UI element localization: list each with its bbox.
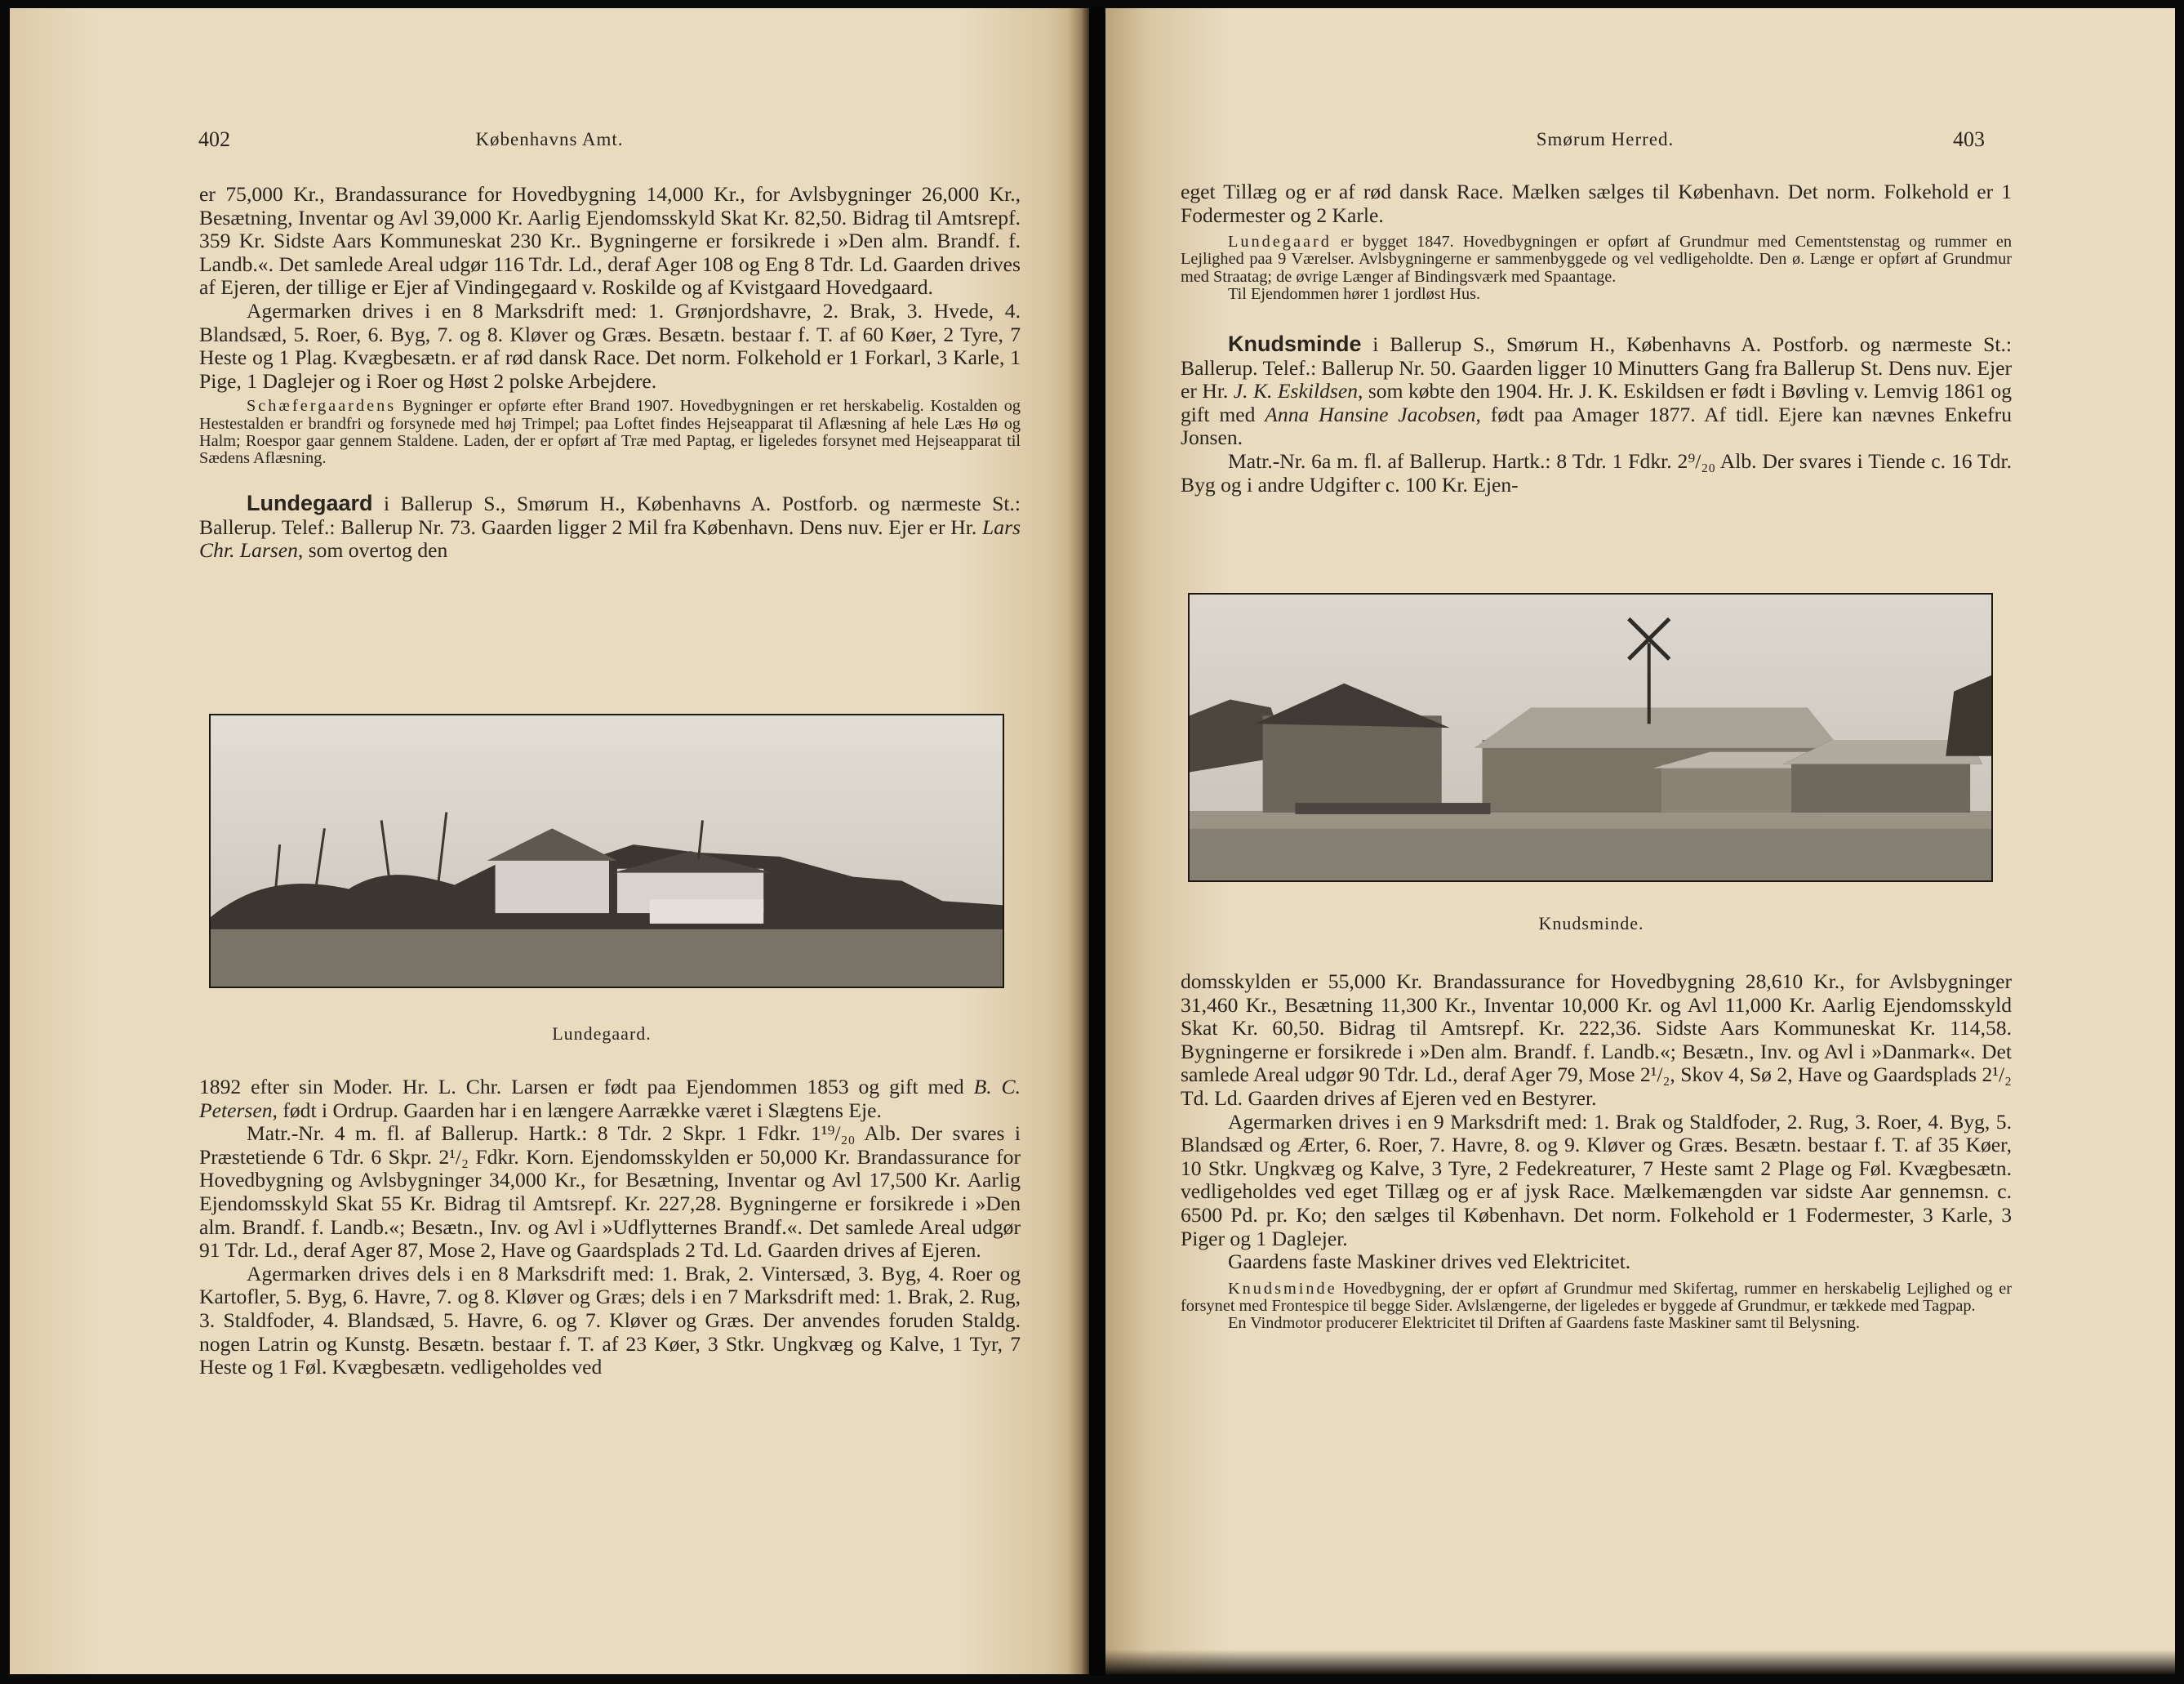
right-page <box>1105 8 2175 1674</box>
paragraph-maskiner: Gaardens faste Maskiner drives ved Elektricitet. <box>1228 1250 1631 1274</box>
paragraph-owner-history <box>199 1076 1021 1122</box>
small-note-extra: Til Ejendommen hører 1 jordløst Hus. <box>1228 284 1481 303</box>
small-note <box>1181 234 2012 286</box>
photo-lundegaard <box>209 714 1004 988</box>
right-text-top <box>1181 180 2012 497</box>
paragraph-agermarken-knud: Agermarken drives i en 9 Marksdrift med: 1. Brak og Staldfoder, 2. Rug, 3. Roer, 4. Byg, 5. Blandsæd og Ærter, 6. Roer, 7. Havre, 8. og 9. Kløver og Græs. Besætn. bestaar f. T. af 35 Køer, 10 Stkr. Ungkvæg og Kalve, 3 Tyre, 2 Fedekreaturer, 7 Heste samt 2 Plage og Føl. Kvægbesætn. vedligeholdes ved eget Tillæg og er af jysk Race. Mælkemængden var sidste Aar gennemsn. c. 6500 Pd. pr. Ko; den sælges til København. Det norm. Folkehold er 1 Fodermester, 3 Karle, 3 Piger og 1 Daglejer. <box>1181 1109 2012 1250</box>
running-head: Københavns Amt. <box>475 129 624 149</box>
paragraph-matr: Matr.-Nr. 6a m. fl. af Ballerup. Hartk.: 8 Tdr. 1 Fdkr. 2⁹/₂₀ Alb. Der svares i Tiende c. 16 Tdr. Byg og i andre Udgifter c. 100 Kr. Ejen- <box>1181 448 2012 497</box>
knudsminde-text-end: , født paa Amager 1877. Af tidl. Ejere kan nævnes Enkefru Jonsen. <box>1181 402 2012 450</box>
history-text-end: , født i Ordrup. Gaarden har i en længere Aarrække været i Slægtens Eje. <box>272 1098 882 1122</box>
page-bottom-edge <box>1105 1650 2175 1674</box>
photo-knudsminde <box>1188 593 1993 882</box>
running-head: Smørum Herred. <box>1536 129 1675 149</box>
note-text: Bygninger er opførte efter Brand 1907. Hovedbygningen er ret herskabelig. Kostalden og Hestestalden er brandfri og forsynede med høj Trimpel; paa Loftet findes Hejseapparat til Aflæsning af hele Læs Hø og Halm; Roespor gaar gennem Staldene. Laden, der er opført af Træ med Paptag, er ligeledes forsynet med Hejseapparat til Sædens Aflæsning. <box>199 397 1021 467</box>
note-subject: Lundegaard <box>1228 233 1332 252</box>
page-number: 403 <box>1953 127 1985 151</box>
small-note <box>199 398 1021 467</box>
page-edge <box>1068 8 1089 1674</box>
page-number: 402 <box>198 127 230 151</box>
lundegaard-text-end: , som overtog den <box>297 538 448 563</box>
owner-name: Lars Chr. Larsen <box>199 515 1021 563</box>
note-text: er bygget 1847. Hovedbygningen er opført af Grundmur med Cementstenstag og rummer en Lejlighed paa 9 Værelser. Avlsbygningerne er sammenbyggede og vel vedligeholdte. Den ø. Længe er opført af Grundmur med Straatag; de øvrige Længer af Bindingsværk med Spaantage. <box>1181 233 2012 286</box>
paragraph-knudsminde <box>1181 332 2012 450</box>
note-subject: Schæfergaardens <box>247 397 397 416</box>
small-note-2-extra: En Vindmotor producerer Elektricitet til Driften af Gaardens faste Maskiner samt til Belysning. <box>1228 1314 1860 1333</box>
photo-caption: Knudsminde. <box>1538 913 1644 933</box>
left-page <box>10 8 1089 1674</box>
note-text: Hovedbygning, der er opført af Grundmur med Skifertag, rummer en herskabelig Lejlighed og er forsynet med Frontespice til begge Sider. Avlslængerne, der ligeledes er byggede af Grundmur, er tækkede med Tagpap. <box>1181 1279 2012 1315</box>
paragraph-intro: eget Tillæg og er af rød dansk Race. Mælken sælges til København. Det norm. Folkehold er 1 Fodermester og 2 Karle. <box>1181 180 2012 227</box>
photo-caption: Lundegaard. <box>552 1023 652 1044</box>
note-subject: Knudsminde <box>1228 1279 1337 1298</box>
left-text-top <box>199 183 1021 563</box>
paragraph-agermarken-lund: Agermarken drives dels i en 8 Marksdrift med: 1. Brak, 2. Vintersæd, 3. Byg, 4. Roer og Kartofler, 5. Byg, 6. Havre, 7. og 8. Kløver og Græs; dels i en 7 Marksdrift med: 1. Brak, 2. Rug, 3. Staldfoder, 4. Blandsæd, 5. Havre, 6. og 7. Kløver og Græs. Der anvendes foruden Staldg. nogen Latrin og Kunstg. Besætn. bestaar f. T. af 23 Køer, 3 Stkr. Ungkvæg og Kalve, 1 Tyr, 7 Heste og 1 Føl. Kvægbesætn. vedligeholdes ved <box>199 1261 1021 1379</box>
paragraph-lundegaard <box>199 492 1021 563</box>
knudsminde-text-mid: , som købte den 1904. Hr. J. K. Eskildsen er født i Bøvling v. Lemvig 1861 og gift med <box>1181 379 2013 426</box>
paragraph-matr: Matr.-Nr. 4 m. fl. af Ballerup. Hartk.: 8 Tdr. 2 Skpr. 1 Fdkr. 1¹⁹/₂₀ Alb. Der svares i Præstetiende 6 Tdr. 6 Skpr. 2¹/₂ Fdkr. Korn. Ejendomsskylden er 50,000 Kr. Brandassurance for Hovedbygning og Avlsbygninger 34,000 Kr., for Besætning, Inventar og Avl 17,500 Kr. Aarlig Ejendomsskyld Skat 55 Kr. Bidrag til Amtsrepf. Kr. 227,28. Bygningerne er forsikrede i »Den alm. Brandf. f. Landb.«; Besætn., Inv. og Avl i »Udflytternes Brandf.«. Det samlede Areal udgør 91 Tdr. Ld., deraf Ager 87, Mose 2, Have og Gaardsplads 2 Td. Ld. Gaarden drives af Ejeren. <box>199 1121 1021 1263</box>
right-text-bottom <box>1181 970 2012 1332</box>
paragraph-intro: er 75,000 Kr., Brandassurance for Hovedbygning 14,000 Kr., for Avlsbygninger 26,000 Kr., Besætning, Inventar og Avl 39,000 Kr. Aarlig Ejendomsskyld Skat Kr. 82,50. Bidrag til Amtsrepf. 359 Kr. Sidste Aars Kommuneskat 230 Kr.. Bygningerne er forsikrede i »Den alm. Brandf. f. Landb.«. Det samlede Areal udgør 116 Tdr. Ld., deraf Ager 108 og Eng 8 Tdr. Ld. Gaarden drives af Ejeren, der tillige er Ejer af Vindingegaard v. Roskilde og af Kvistgaard Hovedgaard. <box>199 182 1021 300</box>
section-heading: Knudsminde <box>1228 332 1362 356</box>
small-note-2 <box>1181 1281 2012 1315</box>
wife-name: B. C. Petersen <box>199 1075 1021 1122</box>
book-spine <box>1089 7 1105 1676</box>
lundegaard-text: i Ballerup S., Smørum H., Københavns A. Postforb. og nærmeste St.: Ballerup. Telef.: Ballerup Nr. 73. Gaarden ligger 2 Mil fra København. Dens nuv. Ejer er Hr. <box>199 492 1021 539</box>
owner-name: J. K. Eskildsen <box>1233 379 1358 403</box>
paragraph-continued: domsskylden er 55,000 Kr. Brandassurance for Hovedbygning 28,610 Kr., for Avlsbygninger 31,460 Kr., Besætning 11,300 Kr., Inventar 10,000 Kr. og Avl 11,000 Kr. Aarlig Ejendomsskyld Skat Kr. 60,50. Bidrag til Amtsrepf. Kr. 222,36. Sidste Aars Kommuneskat Kr. 114,58. Bygningerne er forsikrede i »Den alm. Brandf. f. Landb.«; Besætn., Inv. og Avl i »Danmark«. Det samlede Areal udgør 90 Tdr. Ld., deraf Ager 79, Mose 2¹/₂, Skov 4, Sø 2, Have og Gaardsplads 2¹/₂ Td. Ld. Gaarden drives af Ejeren ved en Bestyrer. <box>1181 969 2012 1110</box>
wife-name: Anna Hansine Jacobsen <box>1265 402 1476 426</box>
section-heading: Lundegaard <box>247 491 373 516</box>
knudsminde-text: i Ballerup S., Smørum H., Københavns A. Postforb. og nærmeste St.: Ballerup. Telef.: Ballerup Nr. 50. Gaarden ligger 10 Minutters Gang fra Ballerup St. Dens nuv. Ejer er Hr. <box>1181 332 2012 403</box>
history-text: 1892 efter sin Moder. Hr. L. Chr. Larsen er født paa Ejendommen 1853 og gift med <box>199 1075 974 1098</box>
left-text-bottom <box>199 1076 1021 1379</box>
paragraph-agermarken: Agermarken drives i en 8 Marksdrift med: 1. Grønjordshavre, 2. Brak, 3. Hvede, 4. Blandsæd, 5. Roer, 6. Byg, 7. og 8. Kløver og Græs. Besætn. bestaar f. T. af 60 Køer, 2 Tyre, 7 Heste og 1 Plag. Kvægbesætn. er af rød dansk Race. Det norm. Folkehold er 1 Forkarl, 3 Karle, 1 Pige, 1 Daglejer og i Roer og Høst 2 polske Arbejdere. <box>199 298 1021 393</box>
